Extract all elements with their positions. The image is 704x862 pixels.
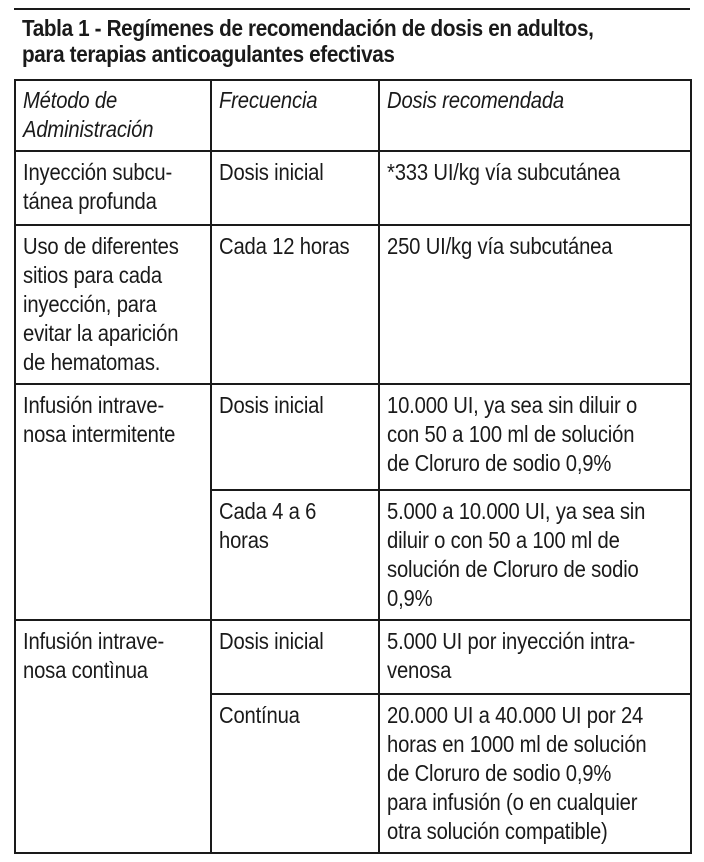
cell-dosis: 10.000 UI, ya sea sin diluir o con 50 a 100 ml de solución de Cloruro de sodio 0,9%: [379, 384, 691, 490]
header-dosis: Dosis recomendada: [379, 80, 691, 151]
table-row: [15, 384, 691, 490]
header-metodo: Método de Administración: [15, 80, 211, 151]
cell-metodo: Inyección subcu- tánea profunda: [15, 151, 211, 225]
table-row: [15, 620, 691, 694]
cell-metodo: Infusión intrave- nosa intermitente: [15, 384, 211, 620]
cell-frecuencia: Dosis inicial: [211, 384, 379, 490]
cell-dosis: 20.000 UI a 40.000 UI por 24 horas en 1000 ml de solución de Cloruro de sodio 0,9% para infusión (o en cualquier otra solución compatible): [379, 694, 691, 853]
cell-dosis: 5.000 UI por inyección intra- venosa: [379, 620, 691, 694]
header-frecuencia: Frecuencia: [211, 80, 379, 151]
cell-metodo: Uso de diferentes sitios para cada inyección, para evitar la aparición de hematomas.: [15, 225, 211, 384]
dosage-table: [14, 79, 692, 854]
table-row: [15, 225, 691, 384]
cell-frecuencia: Dosis inicial: [211, 620, 379, 694]
table-row: [15, 151, 691, 225]
cell-frecuencia: Contínua: [211, 694, 379, 853]
cell-metodo: Infusión intrave- nosa contìnua: [15, 620, 211, 853]
table-header-row: [15, 80, 691, 151]
cell-frecuencia: Dosis inicial: [211, 151, 379, 225]
table-title-line-2: para terapias anticoagulantes efectivas: [22, 41, 395, 67]
cell-dosis: *333 UI/kg vía subcutánea: [379, 151, 691, 225]
top-rule: [14, 8, 690, 10]
cell-frecuencia: Cada 4 a 6 horas: [211, 490, 379, 620]
table-title: [22, 15, 652, 67]
cell-dosis: 5.000 a 10.000 UI, ya sea sin diluir o con 50 a 100 ml de solución de Cloruro de sodio 0,9%: [379, 490, 691, 620]
table-title-line-1: Tabla 1 - Regímenes de recomendación de dosis en adultos,: [22, 15, 594, 41]
cell-frecuencia: Cada 12 horas: [211, 225, 379, 384]
cell-dosis: 250 UI/kg vía subcutánea: [379, 225, 691, 384]
